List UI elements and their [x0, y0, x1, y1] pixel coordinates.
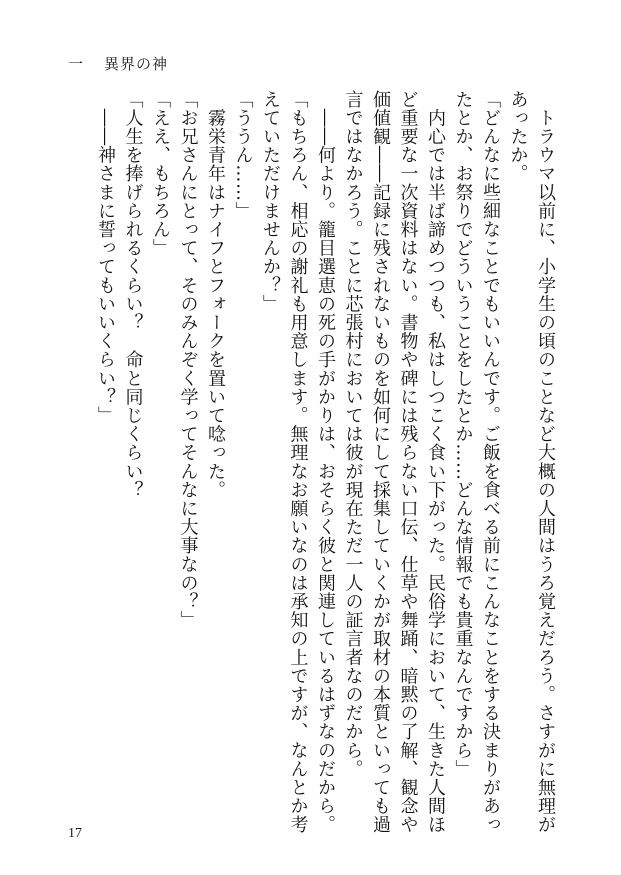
chapter-number: 一: [68, 55, 85, 73]
text-line: 内心では半ば諦めつつも、私はしつこく食い下がった。民俗学において、生きた人間ほ: [425, 90, 446, 834]
text-line: 価値観――記録に残されないものを如何にして採集していくかが取材の本質といっても過: [370, 90, 391, 834]
text-line: たとか、お祭りでどういうことをしたとか……どんな情報でも貴重なんですから」: [452, 90, 474, 779]
text-line: 「ええ、もちろん」: [150, 90, 171, 258]
text-line: ――何より。籠目選恵の死の手がかりは、おそらく彼と関連しているはずなのだから。: [315, 90, 336, 834]
vertical-body-text: [92, 90, 560, 834]
text-line: ど重要な一次資料はない。書物や碑には残らない口伝、仕草や舞踊、暗黙の了解、観念や: [397, 90, 419, 834]
text-line: 「もちろん、相応の謝礼も用意します。無理なお願いなのは承知の上ですが、なんとか考: [287, 90, 309, 834]
text-line: 「どんなに些細なことでもいいんです。ご飯を食べる前にこんなことをする決まりがあっ: [480, 90, 501, 834]
text-line: 言ではなかろう。ことに芯張村においては彼が現在ただ一人の証言者なのだから。: [342, 90, 364, 779]
text-line: トラウマ以前に、小学生の頃のことなど大概の人間はうろ覚えだろう。さすがに無理が: [535, 90, 556, 834]
text-line: えていただけませんか？」: [260, 90, 281, 314]
text-line: 「お兄さんにとって、そのみんぞく学ってそんなに大事なの？」: [177, 90, 199, 630]
text-line: あったか。: [507, 90, 529, 183]
running-header: [68, 53, 168, 74]
page-number: 17: [68, 826, 82, 841]
text-line: 「ううん……」: [232, 90, 254, 221]
text-line: ――神さまに誓ってもいいくらい？」: [95, 90, 116, 425]
text-line: 「人生を捧げられるくらい？ 命と同じくらい？: [122, 90, 144, 500]
chapter-title: 異界の神: [104, 55, 169, 73]
text-line: 霧栄青年はナイフとフォークを置いて唸った。: [205, 90, 226, 500]
